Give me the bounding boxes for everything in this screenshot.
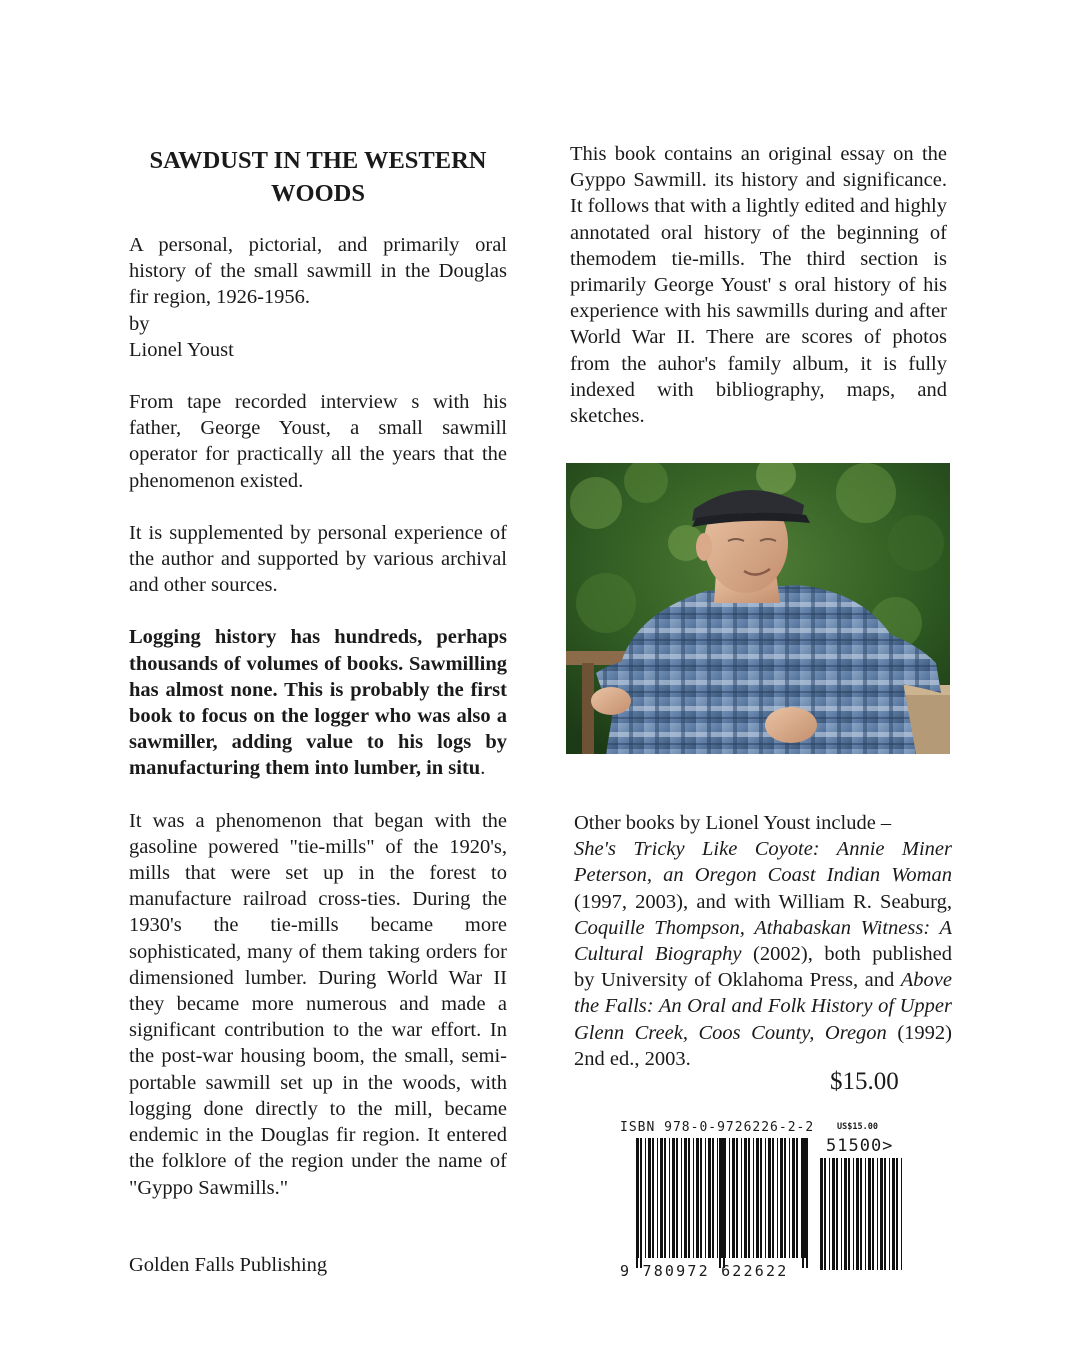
book-title-line-1: SAWDUST IN THE WESTERN <box>149 147 487 174</box>
book-description: This book contains an original essay on the Gyppo Sawmill. its history and significance. It follows that with a lightly edited and highly annotated oral history of the beginning of themodem tie-mills. The third section is primarily George Youst' s oral history of his experience with his sawmills during and after World War II. There are scores of photos from the auhor's family album, it is fully indexed with bibliography, maps, and sketches. <box>570 143 947 428</box>
logging-history-end: . <box>480 757 486 780</box>
book-title-line-2: WOODS <box>271 180 365 207</box>
book-coyote-details: (1997, 2003), and with William R. Seaburg, <box>574 890 952 913</box>
by-line: by <box>129 312 150 335</box>
other-books-text <box>574 810 952 1072</box>
price: $15.00 <box>830 1068 899 1095</box>
book-title-above-the-falls: Above the Falls: An Oral and Folk History of Upper Glenn Creek, Coos County, Oregon <box>574 969 952 1044</box>
paragraph-logging-history <box>129 624 507 781</box>
price-addon-code: 51500> <box>826 1136 894 1156</box>
paragraph-interviews: From tape recorded interview s with his father, George Youst, a small sawmill operator for practically all the years that the phenomenon existed. <box>129 391 507 492</box>
portrait-photo-icon <box>566 463 950 754</box>
other-books-intro: Other books by Lionel Youst include – <box>574 812 892 834</box>
isbn-digits: 9 780972 622622 <box>620 1262 789 1280</box>
author-father-photo <box>566 463 950 754</box>
right-column-intro <box>570 141 947 429</box>
paragraph-supplemented: It is supplemented by personal experience of the author and supported by various archival and other sources. <box>129 521 507 597</box>
paragraph-phenomenon: It was a phenomenon that began with the gasoline powered "tie-mills" of the 1920's, mills that were set up in the forest to manufacture railroad cross-ties. During the 1930's the tie-mills became more sophisticated, many of them taking orders for dimensioned lumber. During World War II they became more numerous and made a significant contribution to the war effort. In the post-war housing boom, the small, semi-portable sawmill set up in the woods, with logging done directly to the mill, became endemic in the Douglas fir region. It entered the folklore of the region under the name of "Gyppo Sawmills." <box>129 809 507 1199</box>
book-title-coquille: Coquille Thompson, Athabaskan Witness: A Cultural Biography <box>574 916 952 966</box>
left-column <box>129 232 507 1201</box>
book-above-falls-details: (1992) 2nd ed., 2003. <box>574 1021 952 1070</box>
subtitle: A personal, pictorial, and primarily oral history of the small sawmill in the Douglas fir region, 1926-1956. <box>129 234 507 309</box>
book-title <box>128 144 508 210</box>
us-price-label: US$15.00 <box>837 1122 878 1132</box>
other-books <box>574 810 952 1072</box>
logging-history-bold: Logging history has hundreds, perhaps thousands of volumes of books. Sawmilling has almost none. This is probably the first book to focus on the logger who was also a sawmiller, adding value to his logs by manufacturing them into lumber, in situ <box>129 626 507 780</box>
author-name: Lionel Youst <box>129 338 234 361</box>
isbn-barcode <box>616 1120 916 1290</box>
book-title-coyote: She's Tricky Like Coyote: Annie Miner Peterson, an Oregon Coast Indian Woman <box>574 838 952 887</box>
publisher: Golden Falls Publishing <box>129 1254 328 1276</box>
isbn-label: ISBN 978-0-9726226-2-2 <box>620 1120 815 1135</box>
book-coquille-details: (2002), both published by University of Oklahoma Press, and <box>574 943 952 992</box>
